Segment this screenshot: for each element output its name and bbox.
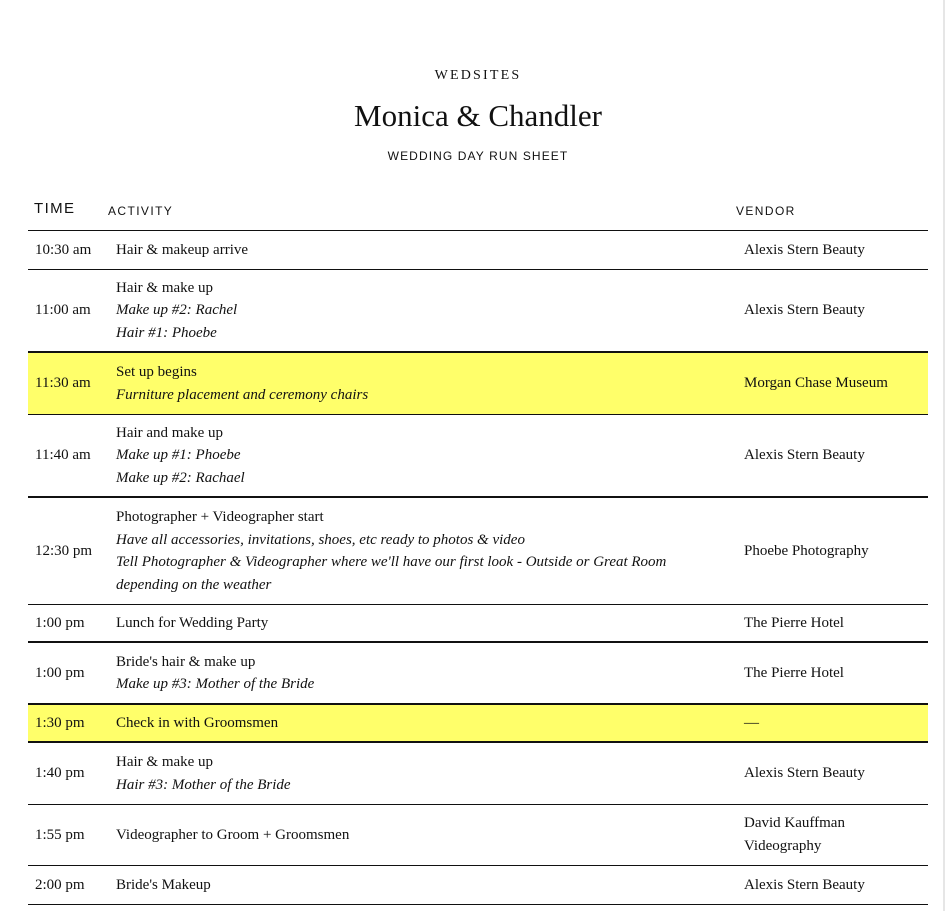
row-activity (116, 506, 744, 596)
row-vendor: — (744, 714, 759, 731)
row-activity (116, 422, 744, 490)
activity-title: Hair & make up (116, 279, 214, 296)
row-activity (116, 239, 744, 262)
activity-title: Hair & makeup arrive (116, 241, 249, 258)
activity-note: Make up #3: Mother of the Bride (116, 676, 315, 692)
row-vendor: Alexis Stern Beauty (744, 447, 865, 463)
activity-title: Photographer + Videographer start (116, 509, 324, 525)
activity-title: Set up begins (116, 364, 197, 380)
activity-title: Lunch for Wedding Party (116, 614, 269, 631)
row-time: 12:30 pm (35, 542, 93, 559)
row-vendor: The Pierre Hotel (744, 614, 844, 631)
row-vendor: Alexis Stern Beauty (744, 765, 865, 781)
table-row (28, 643, 928, 705)
activity-note: Hair #3: Mother of the Bride (116, 776, 291, 793)
row-vendor: The Pierre Hotel (744, 664, 844, 681)
row-activity (116, 277, 744, 345)
activity-note: Make up #2: Rachel (116, 302, 238, 319)
table-row (28, 231, 928, 270)
row-time: 1:00 pm (35, 664, 85, 681)
row-activity (116, 874, 744, 897)
run-sheet-table (28, 196, 928, 905)
row-activity (116, 751, 744, 796)
table-row (28, 866, 928, 905)
table-row (28, 498, 928, 605)
activity-note: Make up #1: Phoebe (116, 447, 241, 464)
row-time: 11:40 am (35, 447, 91, 463)
activity-note: Furniture placement and ceremony chairs (116, 386, 369, 403)
column-header-time: TIME (34, 200, 76, 217)
activity-title: Hair & make up (116, 754, 214, 770)
row-vendor: Morgan Chase Museum (744, 375, 888, 391)
table-row (28, 605, 928, 643)
row-time: 1:40 pm (35, 765, 85, 781)
activity-note: Make up #2: Rachael (116, 469, 245, 486)
row-time: 2:00 pm (35, 876, 85, 893)
table-row (28, 270, 928, 353)
table-row (28, 705, 928, 743)
activity-title: Hair and make up (116, 424, 224, 441)
row-time: 1:30 pm (35, 714, 85, 731)
column-header-activity: ACTIVITY (108, 204, 174, 218)
page-title: Monica & Chandler (354, 98, 602, 133)
activity-title: Bride's Makeup (116, 876, 211, 893)
row-time: 1:55 pm (35, 826, 85, 843)
activity-title: Check in with Groomsmen (116, 714, 279, 731)
column-header-vendor: VENDOR (736, 204, 796, 218)
row-vendor: Alexis Stern Beauty (744, 876, 865, 893)
activity-title: Bride's hair & make up (116, 653, 256, 670)
row-time: 11:00 am (35, 302, 91, 318)
row-vendor: Phoebe Photography (744, 542, 869, 559)
activity-note: Have all accessories, invitations, shoes, etc ready to photos & video (116, 531, 525, 548)
row-activity (116, 612, 744, 635)
row-activity (116, 824, 744, 847)
table-body (28, 231, 928, 905)
row-time: 10:30 am (35, 241, 92, 258)
table-row (28, 805, 928, 866)
table-row (28, 415, 928, 498)
row-activity (116, 361, 744, 406)
row-time: 1:00 pm (35, 614, 85, 631)
activity-note: Hair #1: Phoebe (116, 324, 217, 341)
row-activity (116, 651, 744, 696)
table-header (28, 196, 928, 231)
table-row (28, 743, 928, 805)
row-vendor: Alexis Stern Beauty (744, 241, 865, 258)
row-vendor: Alexis Stern Beauty (744, 302, 865, 318)
brand-logo: WEDSITES (434, 68, 522, 83)
page-subtitle: WEDDING DAY RUN SHEET (387, 149, 569, 163)
row-activity (116, 712, 744, 735)
table-row (28, 353, 928, 415)
row-vendor: David Kauffman Videography (744, 815, 845, 854)
activity-title: Videographer to Groom + Groomsmen (116, 826, 350, 843)
row-time: 11:30 am (35, 375, 91, 391)
activity-note: Tell Photographer & Videographer where we'll have our first look - Outside or Great Room depending on the weather (116, 554, 667, 593)
